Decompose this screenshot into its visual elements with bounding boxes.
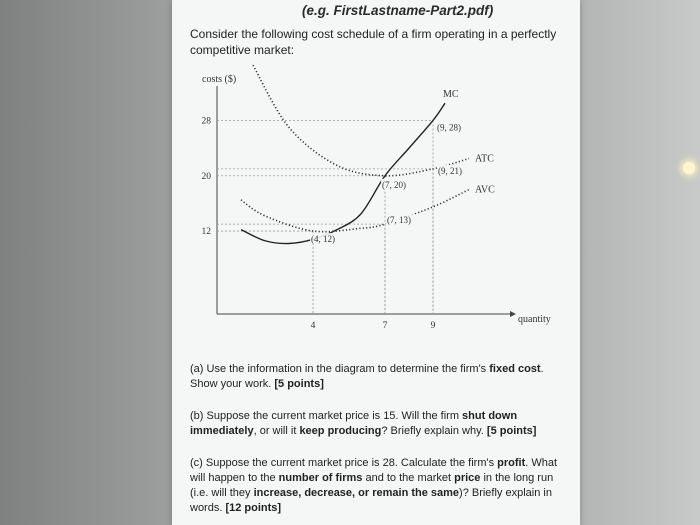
y-tick-label-0: 28	[201, 116, 211, 127]
question-a-text-2: . Show your work.	[190, 363, 544, 390]
question-b-text: (b) Suppose the current market price is 15. Will the firm	[190, 410, 463, 422]
point-label-3: (7, 13)	[387, 215, 411, 226]
question-c-bold-3: price	[454, 472, 481, 484]
curve-avc	[241, 190, 469, 232]
y-tick-label-2: 12	[201, 227, 211, 238]
series-label-atc: ATC	[475, 153, 494, 165]
question-c-bold-4: increase, decrease, or remain the same	[253, 487, 460, 499]
cost-chart	[172, 64, 580, 354]
question-c-text-3: and to the market	[362, 472, 455, 484]
point-label-1: (7, 20)	[382, 179, 406, 190]
right-background	[580, 0, 700, 525]
chart-labels	[202, 89, 496, 331]
question-c	[190, 456, 572, 516]
y-tick-label-1: 20	[201, 171, 211, 182]
point-label-2: (9, 21)	[438, 165, 462, 176]
question-a-points: [5 points]	[274, 378, 324, 390]
question-a-text: (a) Use the information in the diagram to determine the firm's	[190, 363, 490, 375]
question-c-text-4: in the long run (i.e. will they	[190, 472, 554, 499]
series-label-avc: AVC	[475, 184, 495, 196]
question-b-text-2: , or will it	[253, 425, 300, 437]
intro-text: Consider the following cost schedule of a firm operating in a perfectly competitive market:	[190, 27, 557, 57]
light-dot	[683, 162, 695, 174]
series-label-mc: MC	[443, 89, 459, 101]
file-name-hint: (e.g. FirstLastname-Part2.pdf)	[302, 3, 494, 18]
question-c-text-5: )? Briefly explain in words.	[190, 487, 552, 514]
question-c-bold-1: profit	[497, 457, 526, 469]
point-label-0: (9, 28)	[437, 122, 461, 133]
question-c-text-2: . What will happen to the	[190, 457, 558, 484]
question-a	[190, 362, 572, 392]
question-a-bold-1: fixed cost	[489, 363, 541, 375]
question-b	[190, 409, 572, 439]
x-axis-label: quantity	[518, 314, 551, 325]
x-tick-label-1: 7	[382, 321, 388, 331]
question-b-bold-2: keep producing	[299, 425, 382, 437]
question-b-text-3: ? Briefly explain why.	[381, 425, 487, 437]
left-background	[0, 0, 180, 525]
question-c-text: (c) Suppose the current market price is 28. Calculate the firm's	[190, 457, 498, 469]
point-label-4: (4, 12)	[311, 234, 335, 245]
x-tick-label-2: 9	[430, 321, 436, 331]
question-c-points: [12 points]	[225, 502, 282, 514]
x-tick-label-0: 4	[310, 321, 316, 331]
question-b-points: [5 points]	[486, 425, 537, 437]
x-axis-arrow	[510, 311, 516, 317]
y-axis-label: costs ($)	[202, 74, 237, 85]
question-b-bold-1: shut down immediately	[190, 410, 518, 437]
question-c-bold-2: number of firms	[278, 472, 363, 484]
chart-curves	[241, 65, 469, 243]
document-page	[172, 0, 580, 525]
